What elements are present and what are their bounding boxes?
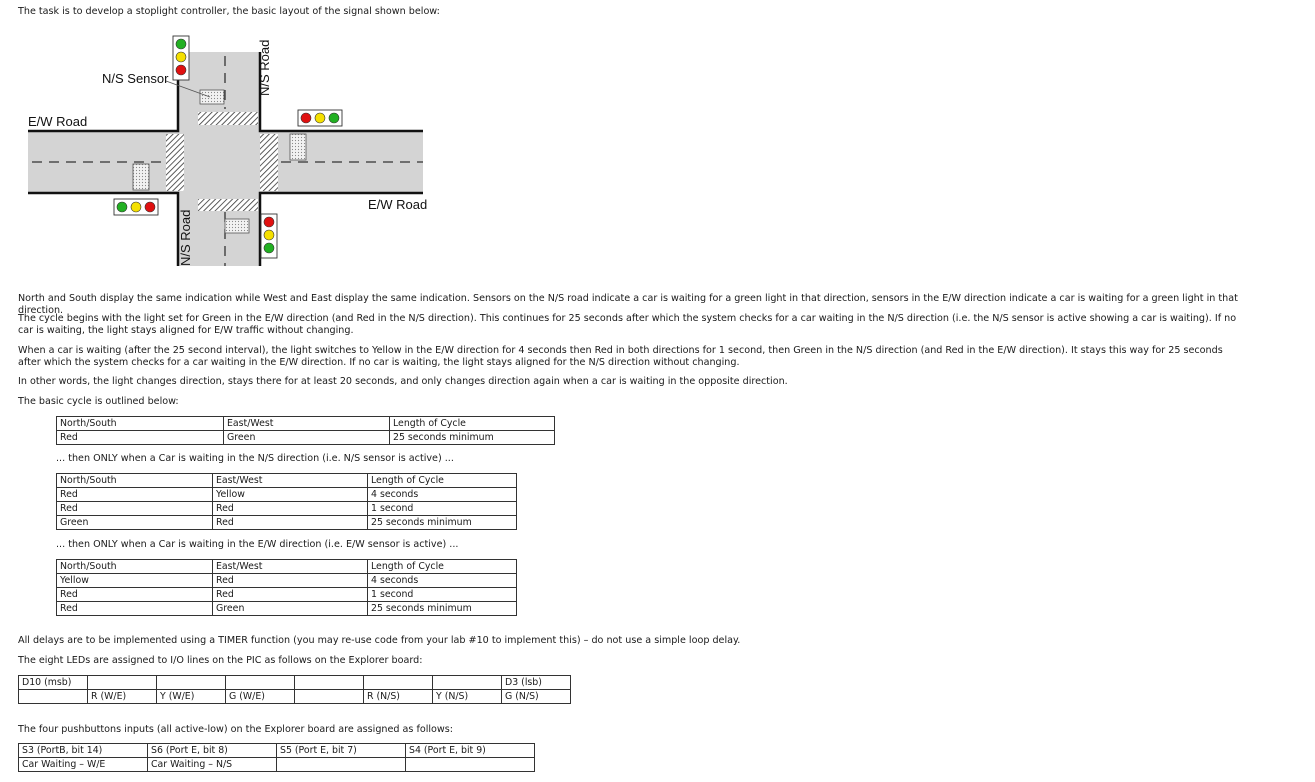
table-cell [226,676,295,690]
sensor-south [225,219,249,233]
table-cell: Green [213,602,368,616]
paragraph-summary: In other words, the light changes direction, stays there for at least 20 seconds, and only changes direction again when a car is waiting in the opposite direction. [18,376,788,387]
table-cell [88,676,157,690]
paragraph-cycle-start: The cycle begins with the light set for Green in the E/W direction (and Red in the N/S direction). This continues for 25 seconds after which the system checks for a car waiting in the N/S direction (i.e. the N/S sensor is active showing a car is waiting). If no car is waiting, the light stays aligned for E/W traffic without changing. [18,313,1237,336]
cycle-table-ns [56,473,517,530]
table-cell: Length of Cycle [368,560,517,574]
paragraph-pushbuttons: The four pushbuttons inputs (all active-low) on the Explorer board are assigned as follows: [18,724,453,735]
table-row [57,417,555,431]
table-cell: Yellow [213,488,368,502]
table-row [57,431,555,445]
table-row [57,502,517,516]
table-cell: Green [57,516,213,530]
table-cell: East/West [213,474,368,488]
paragraph-leds: The eight LEDs are assigned to I/O lines on the PIC as follows on the Explorer board: [18,655,423,666]
crosswalk-west [166,134,184,191]
table-cell: Green [224,431,390,445]
table-cell: 25 seconds minimum [368,602,517,616]
table-row [57,474,517,488]
table-row [57,560,517,574]
table-cell [295,690,364,704]
table-cell: 25 seconds minimum [390,431,555,445]
table-row [19,758,535,772]
table-row [57,574,517,588]
note-ns-waiting: ... then ONLY when a Car is waiting in the N/S direction (i.e. N/S sensor is active) ... [56,453,454,464]
table-cell: Y (N/S) [433,690,502,704]
table-cell: Red [57,488,213,502]
sensor-east [290,134,306,160]
table-cell [295,676,364,690]
table-cell: Red [213,574,368,588]
crosswalk-south [198,199,258,211]
table-cell [277,758,406,772]
ns-signal-south [261,214,277,258]
cycle-table-initial [56,416,555,445]
ns-road-label-top: N/S Road [257,39,272,96]
table-cell: Length of Cycle [368,474,517,488]
table-cell: Red [213,516,368,530]
table-cell: North/South [57,417,224,431]
sensor-west [133,164,149,190]
table-cell: S4 (Port E, bit 9) [406,744,535,758]
table-cell: Red [57,602,213,616]
ns-signal-north [173,36,189,80]
ew-signal-west [114,199,158,215]
table-cell: 4 seconds [368,574,517,588]
table-cell: Red [57,588,213,602]
led-assignment-table [18,675,571,704]
table-cell: S3 (PortB, bit 14) [19,744,148,758]
crosswalk-east [260,134,278,191]
table-cell: North/South [57,474,213,488]
table-row [19,676,571,690]
table-cell: North/South [57,560,213,574]
table-cell: East/West [224,417,390,431]
pushbutton-assignment-table [18,743,535,772]
ew-signal-east [298,110,342,126]
table-cell: Red [57,502,213,516]
table-row [57,516,517,530]
table-cell: R (W/E) [88,690,157,704]
table-cell: D10 (msb) [19,676,88,690]
table-cell: Car Waiting – N/S [148,758,277,772]
table-cell: 1 second [368,588,517,602]
paragraph-indications: North and South display the same indication while West and East display the same indication. Sensors on the N/S road indicate a car is waiting for a green light in that direction, sensors in the E/W direction indicate a car is waiting for a green light in that direction. [18,293,1238,316]
ew-road-label-left: E/W Road [28,114,88,129]
sensor-north [200,90,224,104]
table-cell: Red [57,431,224,445]
table-cell: 25 seconds minimum [368,516,517,530]
table-cell [19,690,88,704]
table-cell: East/West [213,560,368,574]
ns-road-label-bottom: N/S Road [178,209,193,266]
table-cell: Car Waiting – W/E [19,758,148,772]
crosswalk-north [198,112,258,125]
paragraph-basic-cycle: The basic cycle is outlined below: [18,396,179,407]
paragraph-timer: All delays are to be implemented using a TIMER function (you may re-use code from your lab #10 to implement this) – do not use a simple loop delay. [18,635,741,646]
table-cell: Y (W/E) [157,690,226,704]
table-row [57,588,517,602]
table-cell: Yellow [57,574,213,588]
table-cell: S6 (Port E, bit 8) [148,744,277,758]
table-cell: Length of Cycle [390,417,555,431]
intersection-diagram [18,34,428,266]
table-cell: 1 second [368,502,517,516]
ew-road-label-right: E/W Road [368,197,428,212]
table-cell [433,676,502,690]
table-cell [364,676,433,690]
table-cell: S5 (Port E, bit 7) [277,744,406,758]
ns-sensor-label: N/S Sensor [102,71,169,86]
table-row [57,488,517,502]
table-cell [157,676,226,690]
table-cell: R (N/S) [364,690,433,704]
table-cell: G (N/S) [502,690,571,704]
table-cell: 4 seconds [368,488,517,502]
table-cell: D3 (lsb) [502,676,571,690]
table-cell: Red [213,588,368,602]
intro-text: The task is to develop a stoplight controller, the basic layout of the signal shown below: [18,6,440,17]
cycle-table-ew [56,559,517,616]
table-cell [406,758,535,772]
note-ew-waiting: ... then ONLY when a Car is waiting in the E/W direction (i.e. E/W sensor is active) ... [56,539,459,550]
table-cell: Red [213,502,368,516]
paragraph-car-waiting: When a car is waiting (after the 25 second interval), the light switches to Yellow in the E/W direction for 4 seconds then Red in both directions for 1 second, then Green in the N/S direction (and Red in the E/W direction). It stays this way for 25 seconds after which the system checks for a car waiting in the E/W direction. If no car is waiting, the light stays aligned for the N/S direction without changing. [18,345,1223,368]
table-row [57,602,517,616]
table-row [19,690,571,704]
table-row [19,744,535,758]
table-cell: G (W/E) [226,690,295,704]
